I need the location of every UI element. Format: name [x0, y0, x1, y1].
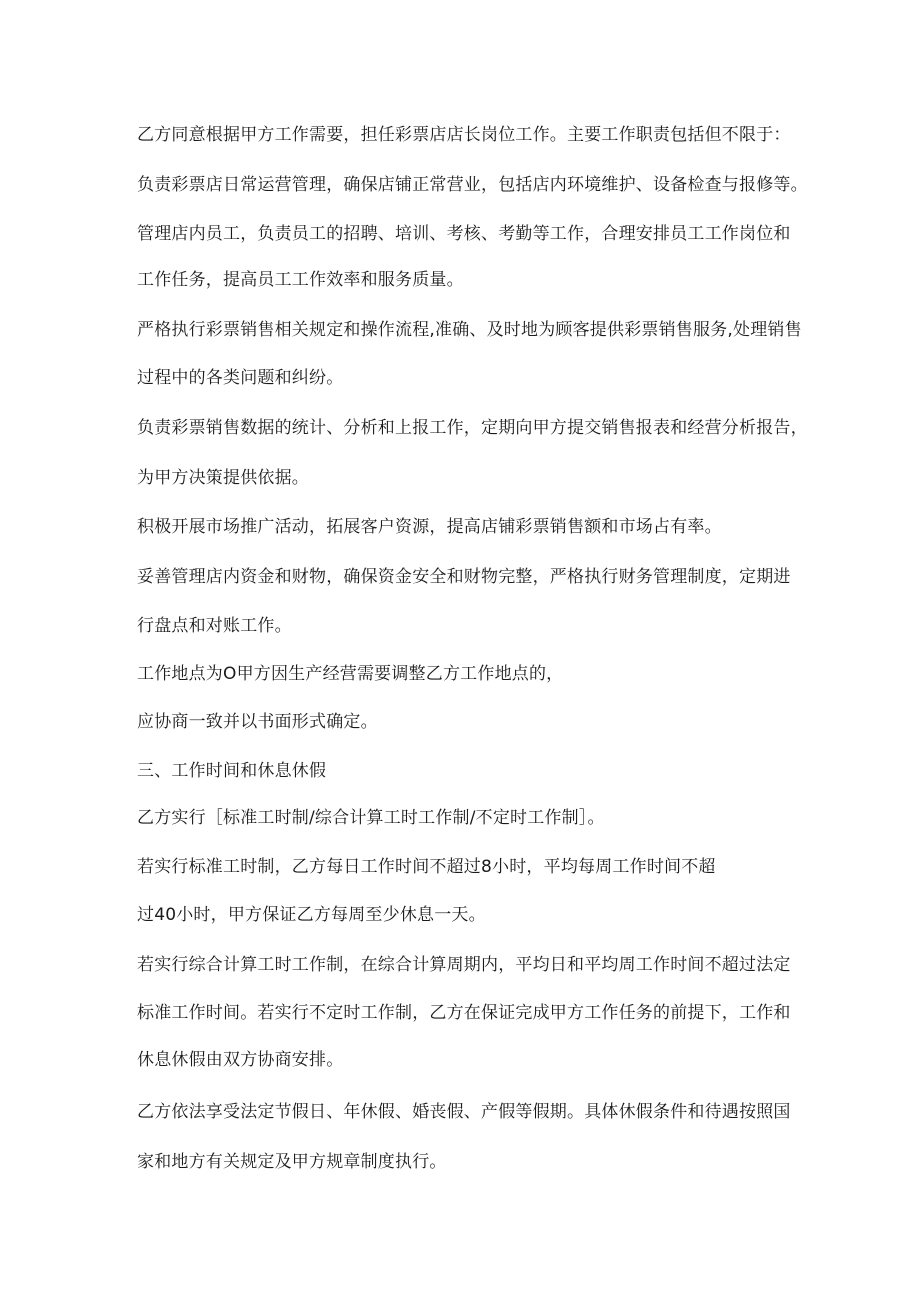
text-line: 过程中的各类问题和纠纷。 — [137, 368, 344, 388]
text-line: 家和地方有关规定及甲方规章制度执行。 — [137, 1152, 447, 1172]
text-line: 积极开展市场推广活动，拓展客户资源，提高店铺彩票销售额和市场占有率。 — [137, 517, 722, 537]
text-line: 妥善管理店内资金和财物，确保资金安全和财物完整，严格执行财务管理制度，定期进 — [137, 567, 791, 587]
text-line: 负责彩票销售数据的统计、分析和上报工作，定期向甲方提交销售报表和经营分析报告， — [137, 418, 808, 438]
text-line: 工作任务，提高员工工作效率和服务质量。 — [137, 270, 464, 290]
text-line: 应协商一致并以书面形式确定。 — [137, 712, 378, 732]
text-line: 工作地点为O甲方因生产经营需要调整乙方工作地点的， — [137, 664, 564, 684]
text-line: 休息休假由双方协商安排。 — [137, 1050, 344, 1070]
section-heading: 三、工作时间和休息休假 — [137, 761, 327, 781]
text-line: 为甲方决策提供依据。 — [137, 468, 309, 488]
text-line: 若实行标准工时制，乙方每日工作时间不超过8小时，平均每周工作时间不超 — [137, 857, 716, 877]
text-line: 严格执行彩票销售相关规定和操作流程,准确、及时地为顾客提供彩票销售服务,处理销售 — [137, 320, 802, 340]
text-line: 行盘点和对账工作。 — [137, 616, 292, 636]
text-line: 负责彩票店日常运营管理，确保店铺正常营业，包括店内环境维护、设备检查与报修等。 — [137, 175, 808, 195]
text-line: 若实行综合计算工时工作制，在综合计算周期内，平均日和平均周工作时间不超过法定 — [137, 955, 791, 975]
text-line: 乙方依法享受法定节假日、年休假、婚丧假、产假等假期。具体休假条件和待遇按照国 — [137, 1102, 791, 1122]
text-line: 过40小时，甲方保证乙方每周至少休息一天。 — [137, 905, 486, 925]
text-line: 乙方实行［标准工时制/综合计算工时工作制/不定时工作制］。 — [137, 808, 605, 828]
text-line: 乙方同意根据甲方工作需要，担任彩票店店长岗位工作。主要工作职责包括但不限于： — [137, 125, 791, 145]
text-line: 管理店内员工，负责员工的招聘、培训、考核、考勤等工作，合理安排员工工作岗位和 — [137, 224, 791, 244]
text-line: 标准工作时间。若实行不定时工作制，乙方在保证完成甲方工作任务的前提下，工作和 — [137, 1003, 791, 1023]
